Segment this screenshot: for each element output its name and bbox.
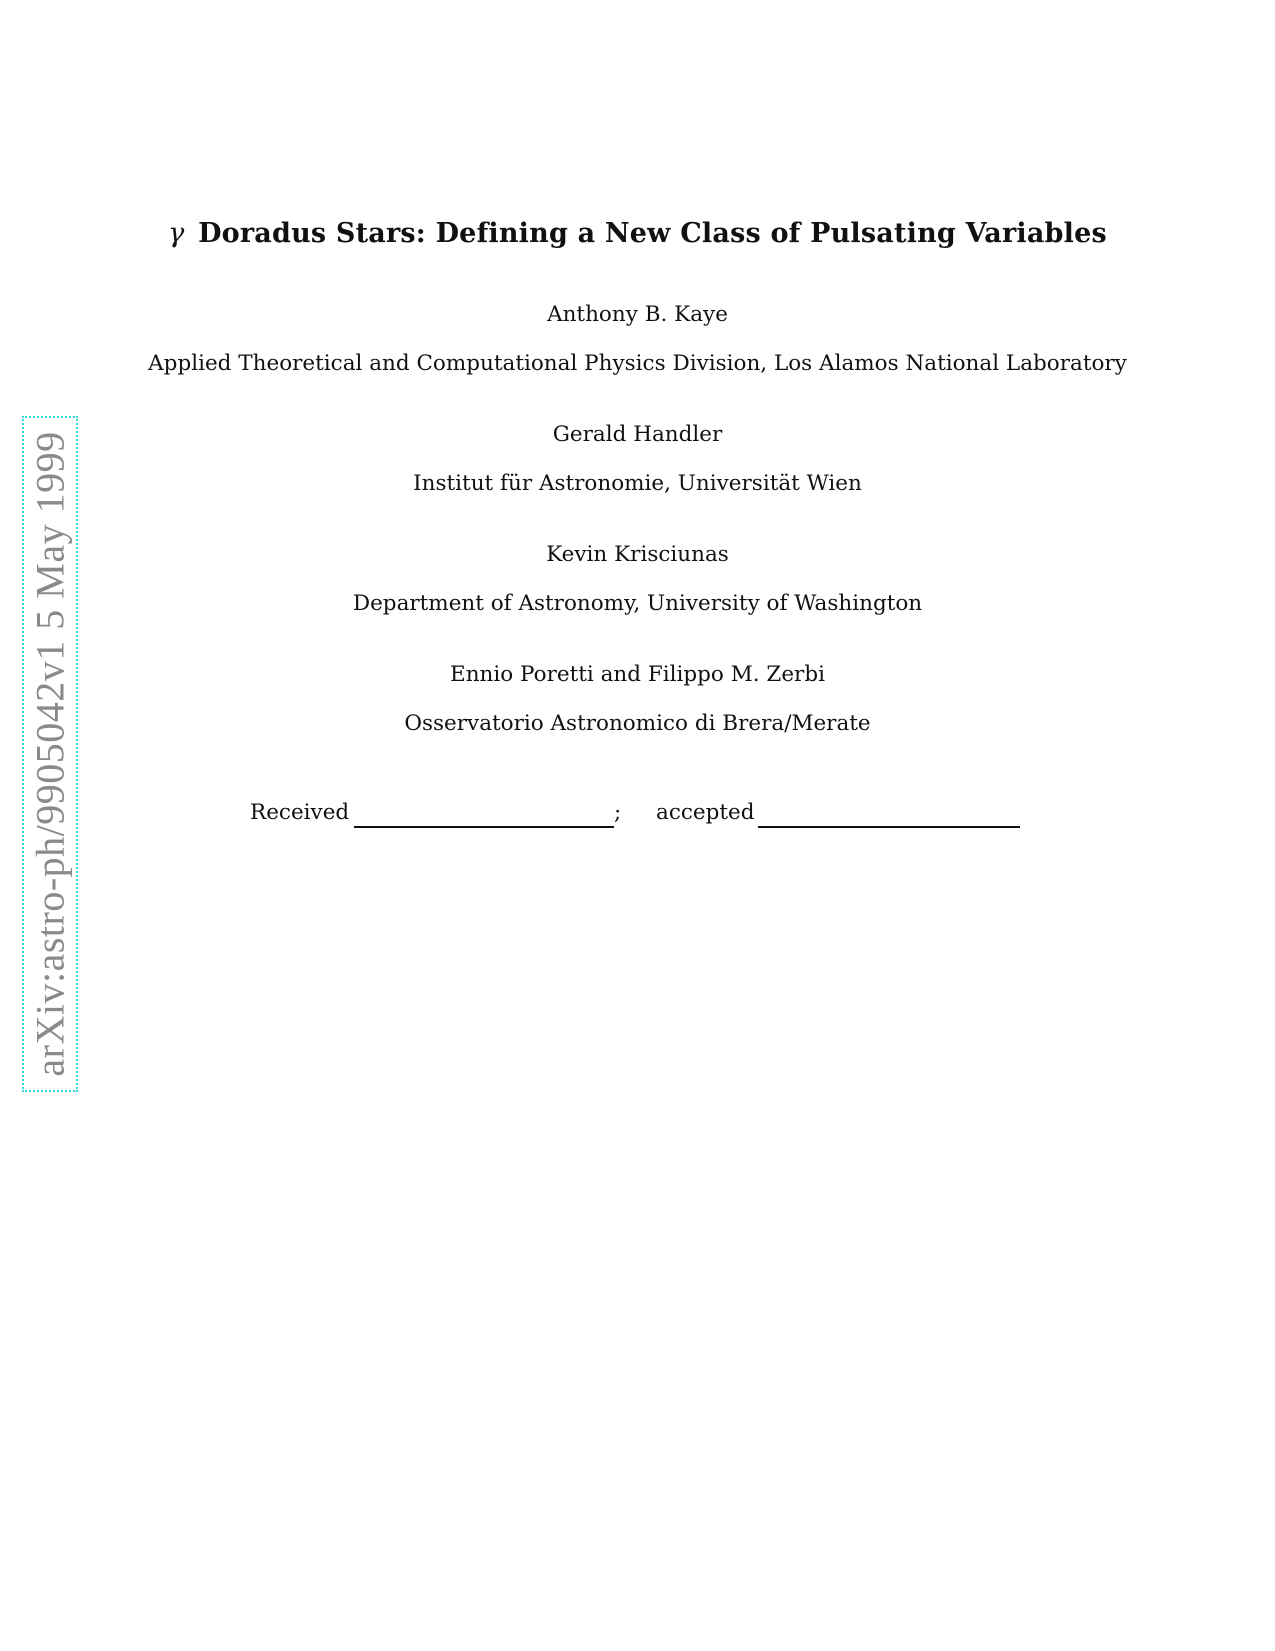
accepted-date-blank [758,826,1020,828]
author-affiliation-1: Applied Theoretical and Computational Physics Division, Los Alamos National Laboratory [148,351,1127,376]
author-affiliation-4: Osservatorio Astronomico di Brera/Merate [404,711,871,736]
author-name-2: Gerald Handler [552,422,723,447]
title-gamma-symbol: γ [168,218,185,249]
author-name-1: Anthony B. Kaye [547,302,728,327]
date-separator: ; [614,800,622,825]
author-name-4: Ennio Poretti and Filippo M. Zerbi [450,662,825,687]
author-name-3: Kevin Krisciunas [546,542,729,567]
received-date-blank [354,826,614,828]
title-text: Doradus Stars: Defining a New Class of Pulsating Variables [198,218,1107,249]
paper-title [0,218,1275,249]
accepted-label: accepted [656,800,755,825]
arxiv-identifier-text: arXiv:astro-ph/9905042v1 5 May 1999 [27,431,73,1077]
received-label: Received [250,800,350,825]
author-affiliation-2: Institut für Astronomie, Universität Wien [413,471,862,496]
author-affiliation-3: Department of Astronomy, University of Washington [352,591,923,616]
arxiv-identifier-stamp [22,416,78,1092]
